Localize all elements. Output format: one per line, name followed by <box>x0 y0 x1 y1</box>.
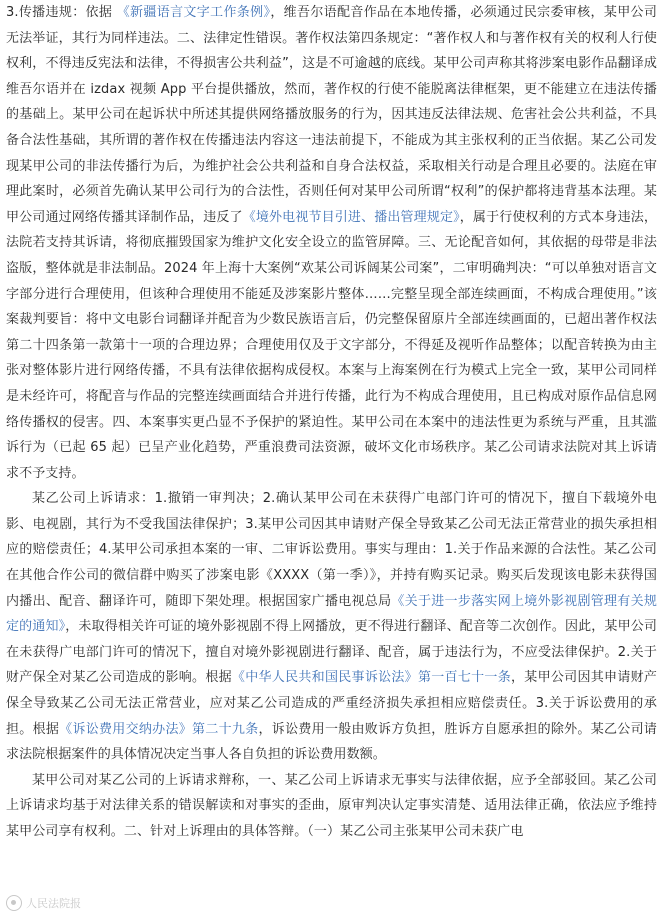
paragraph-text: ，诉讼费用一般由败诉方负担，胜诉方自愿承担的除外。某乙公司请求法院根据案件的具体情况决定当事人各自负担的诉讼费用数额。 <box>6 721 657 763</box>
paragraph-text: ，维吾尔语配音作品在本地传播，必须通过民宗委审核，某甲公司无法举证，其行为同样违法。二、法律定性错误。著作权法第四条规定：“著作权人和与著作权有关的权利人行使权利，不得违反宪法和法律，不得损害公共利益”，这是不可逾越的底线。某甲公司声称其将涉案电影作品翻译成维吾尔语并在 izdax 视频 App 平台提供播放，然而，著作权的行使不能脱离法律框架，更不能建立在违法传播的基础上。某甲公司在起诉状中所述其提供网络播放服务的行为，因其违反法律法规、危害社会公共利益，不具备合法性基础，其所谓的著作权在传播违法内容这一违法前提下，不能成为其主张权利的正当依据。某乙公司发现某甲公司的非法传播行为后，为维护社会公共利益和自身合法权益，采取相关行动是合理且必要的。法庭在审理此案时，必须首先确认某甲公司行为的合法性，否则任何对某甲公司所谓“权利”的保护都将违背基本法理。某甲公司通过网络传播其译制作品，违反了 <box>6 5 657 225</box>
paragraph-text: ，属于行使权利的方式本身违法，法院若支持其诉请，将彻底摧毁国家为维护文化安全设立的监管屏障。三、无论配音如何，其依据的母带是非法盗版，整体就是非法制品。2024 年上海十大案例“欢某公司诉阔某公司案”，二审明确判决：“可以单独对语言文字部分进行合理使用，但该种合理使用不能延及涉案影片整体……完整呈现全部连续画面，不构成合理使用。”该案裁判要旨：将中文电影台词翻译并配音为少数民族语言后，仍完整保留原片全部连续画面的，已超出著作权法第二十四条第一款第十一项的合理边界；合理使用仅及于文字部分，不得延及视听作品整体；以配音转换为由主张对整体影片进行网络传播，不具有法律依据构成侵权。本案与上海案例在行为模式上完全一致，某甲公司同样是未经许可，将配音与作品的完整连续画面结合并进行传播，此行为不构成合理使用，且已构成对原作品信息网络传播权的侵害。四、本案事实更凸显不予保护的紧迫性。某甲公司在本案中的违法性更为系统与严重，且其滥诉行为（已起 65 起）已呈产业化趋势，严重浪费司法资源，破坏文化市场秩序。某乙公司请求法院对其上诉请求不予支持。 <box>6 209 657 481</box>
court-logo-icon <box>6 895 22 911</box>
paragraph <box>6 768 657 845</box>
paragraph-text: 3.传播违规：依据 <box>6 5 117 20</box>
law-reference-link[interactable]: 《新疆语言文字工作条例》 <box>116 5 271 20</box>
paragraph <box>6 486 657 768</box>
paragraph-text: ，某甲公司因其申请财产保全导致某乙公司无法正常营业，应对某乙公司造成的严重经济损失承担相应赔偿责任。3.关于诉讼费用的承担。根据 <box>6 670 657 737</box>
paragraph-text: ，未取得相关许可证的境外影视剧不得上网播放，更不得进行翻译、配音等二次创作。因此，某甲公司在未获得广电部门许可的情况下，擅自对境外影视剧进行翻译、配音，属于违法行为，不应受法律保护。2.关于财产保全对某乙公司造成的影响。根据 <box>6 619 657 686</box>
paragraph <box>6 0 657 486</box>
paragraph-text: 某乙公司上诉请求：1.撤销一审判决；2.确认某甲公司在未获得广电部门许可的情况下，擅自下载境外电影、电视剧，其行为不受我国法律保护；3.某甲公司因其申请财产保全导致某乙公司无法正常营业的损失承担相应的赔偿责任；4.某甲公司承担本案的一审、二审诉讼费用。事实与理由：1.关于作品来源的合法性。某乙公司在其他合作公司的微信群中购买了涉案电影《XXXX（第一季）》，并持有购买记录。购买后发现该电影未获得国内播出、配音、翻译许可，随即下架处理。根据国家广播电视总局 <box>6 491 657 609</box>
law-reference-link[interactable]: 《境外电视节目引进、播出管理规定》 <box>242 209 460 225</box>
paragraph-text: 某甲公司对某乙公司的上诉请求辩称，一、某乙公司上诉请求无事实与法律依据，应予全部驳回。某乙公司上诉请求均基于对法律关系的错误解读和对事实的歪曲，原审判决认定事实清楚、适用法律正确，依法应予维持某甲公司享有权利。二、针对上诉理由的具体答辩。（一）某乙公司主张某甲公司未获广电 <box>6 772 657 839</box>
law-reference-link[interactable]: 《诉讼费用交纳办法》第二十九条 <box>59 721 259 737</box>
watermark <box>6 892 101 914</box>
judgment-document <box>6 0 657 845</box>
watermark-text: 人民法院报 <box>26 897 81 910</box>
law-reference-link[interactable]: 《关于进一步落实网上境外影视剧管理有关规定的通知》 <box>6 593 657 635</box>
law-reference-link[interactable]: 《中华人民共和国民事诉讼法》第一百七十一条 <box>231 670 511 686</box>
